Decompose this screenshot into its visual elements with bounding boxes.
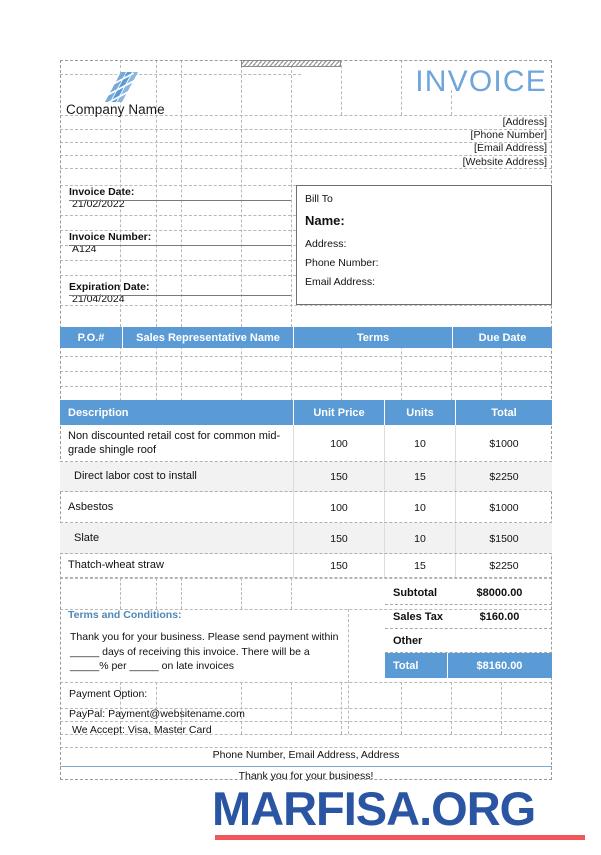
- bill-to-phone-label: Phone Number:: [305, 257, 379, 269]
- payment-option-label: Payment Option:: [69, 688, 148, 700]
- watermark: [212, 784, 592, 840]
- terms-title: Terms and Conditions:: [68, 609, 182, 621]
- item-description: Thatch-wheat straw: [68, 559, 164, 572]
- invoice-number-field: [69, 231, 151, 255]
- bill-to-box: [296, 185, 552, 305]
- header-contact-block: [463, 116, 547, 169]
- watermark-underline-bar: [215, 835, 585, 840]
- other-value: [453, 629, 546, 653]
- invoice-sheet: [60, 60, 552, 780]
- item-total: $1000: [489, 437, 519, 450]
- table-row[interactable]: [60, 492, 552, 523]
- invoice-date-field: [69, 186, 134, 210]
- footer-divider: [60, 766, 552, 767]
- units-header: Units: [406, 406, 434, 419]
- item-units: 10: [414, 501, 426, 514]
- sales-tax-value: $160.00: [479, 611, 520, 623]
- company-name: Company Name: [66, 102, 165, 117]
- hatched-selection-bar: [241, 60, 341, 67]
- item-description: Non discounted retail cost for common mid-grade shingle roof: [68, 430, 281, 456]
- table-row[interactable]: [60, 523, 552, 554]
- invoice-date-rule: [69, 200, 291, 201]
- order-info-header-band: [60, 327, 552, 348]
- item-units: 10: [414, 437, 426, 450]
- payment-paypal: PayPal: Payment@websitename.com: [69, 708, 245, 720]
- total-header: Total: [491, 406, 517, 419]
- invoice-number-rule: [69, 245, 291, 246]
- item-units: 15: [414, 560, 426, 572]
- invoice-date-value: 21/02/2022: [72, 198, 125, 210]
- item-total: $1500: [489, 532, 519, 545]
- bill-to-address-label: Address:: [305, 238, 347, 250]
- item-unit-price: 150: [330, 471, 348, 483]
- expiration-date-field: [69, 281, 150, 305]
- terms-body: Thank you for your business. Please send payment within _____ days of receiving this invoice. There will be a _____% per _____ on late invoices: [70, 631, 339, 672]
- item-unit-price: 100: [330, 501, 348, 514]
- item-units: 15: [414, 471, 426, 483]
- invoice-number-label: Invoice Number:: [69, 231, 152, 243]
- item-description: Direct labor cost to install: [74, 470, 197, 483]
- bill-to-heading: Bill To: [305, 193, 333, 205]
- unit-price-header: Unit Price: [313, 406, 365, 419]
- grand-total-value: $8160.00: [476, 659, 523, 672]
- bill-to-email-label: Email Address:: [305, 276, 376, 288]
- po-header: P.O.#: [77, 331, 105, 344]
- footer-contact: Phone Number, Email Address, Address: [212, 749, 400, 761]
- expiration-date-rule: [69, 295, 291, 296]
- watermark-text: MARFISA.ORG: [212, 782, 536, 835]
- table-row[interactable]: [60, 425, 552, 462]
- item-unit-price: 100: [330, 437, 348, 450]
- item-units: 10: [414, 532, 426, 545]
- terms-header: Terms: [356, 331, 390, 344]
- subtotal-value: $8000.00: [476, 587, 523, 599]
- table-row[interactable]: [60, 554, 552, 578]
- description-header: Description: [68, 406, 129, 419]
- item-total: $2250: [489, 471, 519, 483]
- sales-tax-label: Sales Tax: [393, 611, 443, 623]
- subtotal-row: [385, 581, 552, 605]
- item-total: $2250: [489, 560, 519, 572]
- header-phone: [Phone Number]: [470, 129, 547, 142]
- item-description: Slate: [74, 531, 100, 544]
- other-label: Other: [393, 635, 423, 647]
- item-total: $1000: [489, 501, 519, 514]
- invoice-number-value: A124: [72, 243, 97, 255]
- grand-total-label: Total: [393, 659, 419, 672]
- sales-rep-header: Sales Representative Name: [136, 331, 280, 344]
- footer-thanks: Thank you for your business!: [238, 770, 374, 782]
- table-row[interactable]: [60, 462, 552, 492]
- item-description: Asbestos: [68, 500, 114, 513]
- invoice-date-label: Invoice Date:: [69, 186, 135, 198]
- grand-total-row: [385, 653, 552, 678]
- bill-to-name-label: Name:: [305, 213, 345, 228]
- sales-tax-row: [385, 605, 552, 629]
- items-table-header-band: [60, 400, 552, 425]
- item-unit-price: 150: [330, 532, 348, 545]
- expiration-date-label: Expiration Date:: [69, 281, 150, 293]
- payment-accepted-cards: We Accept: Visa, Master Card: [72, 724, 212, 736]
- header-address: [Address]: [502, 116, 547, 128]
- subtotal-label: Subtotal: [393, 587, 437, 599]
- other-row: [385, 629, 552, 653]
- expiration-date-value: 21/04/2024: [72, 293, 125, 305]
- page-title: INVOICE: [415, 65, 547, 98]
- header-website: [Website Address]: [462, 155, 547, 168]
- due-date-header: Due Date: [478, 331, 527, 344]
- item-unit-price: 150: [330, 560, 348, 572]
- header-email: [Email Address]: [474, 142, 547, 155]
